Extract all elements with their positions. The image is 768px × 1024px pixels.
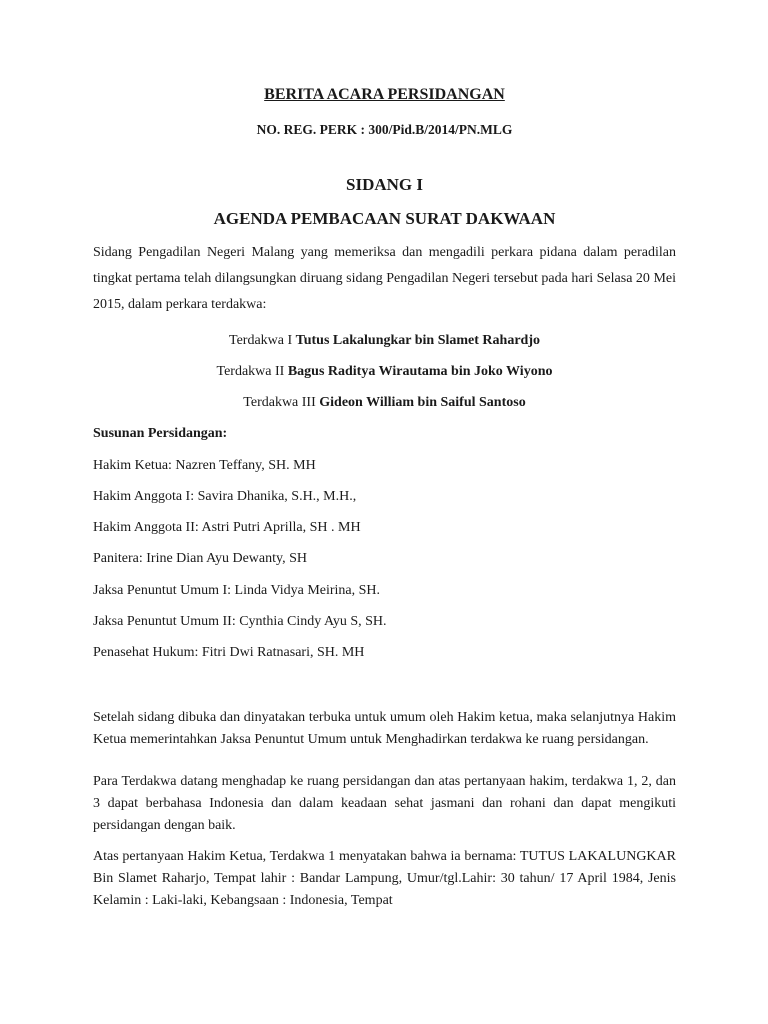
composition-item: Hakim Anggota II: Astri Putri Aprilla, SH . MH xyxy=(93,520,361,535)
opening-paragraph: Setelah sidang dibuka dan dinyatakan terbuka untuk umum oleh Hakim ketua, maka selanjutnya Hakim Ketua memerintahkan Jaksa Penuntut Umum untuk Menghadirkan terdakwa ke ruang persidangan. xyxy=(93,710,676,747)
document-page xyxy=(93,0,676,1024)
composition-item: Jaksa Penuntut Umum I: Linda Vidya Meirina, SH. xyxy=(93,583,381,598)
defendants-paragraph: Para Terdakwa datang menghadap ke ruang persidangan dan atas pertanyaan hakim, terdakwa 1, 2, dan 3 dapat berbahasa Indonesia dan dalam keadaan sehat jasmani dan rohani dan dapat mengikuti persidangan dengan baik. xyxy=(93,774,676,833)
intro-paragraph: Sidang Pengadilan Negeri Malang yang memeriksa dan mengadili perkara pidana dalam peradilan tingkat pertama telah dilangsungkan diruang sidang Pengadilan Negeri tersebut pada hari Selasa 20 Mei 2015, dalam perkara terdakwa: xyxy=(93,245,676,312)
defendant-1-name: Tutus Lakalungkar bin Slamet Rahardjo xyxy=(295,333,540,348)
defendant-1-prefix: Terdakwa I xyxy=(229,333,296,348)
defendant-3-prefix: Terdakwa III xyxy=(243,395,320,410)
defendant-2-name: Bagus Raditya Wirautama bin Joko Wiyono xyxy=(287,364,553,379)
composition-item: Jaksa Penuntut Umum II: Cynthia Cindy Ayu S, SH. xyxy=(93,614,387,629)
defendant-1 xyxy=(93,333,676,349)
composition-item: Penasehat Hukum: Fitri Dwi Ratnasari, SH. MH xyxy=(93,645,365,660)
session-heading: SIDANG I xyxy=(346,175,423,194)
defendant-2 xyxy=(93,364,676,380)
composition-item: Hakim Ketua: Nazren Teffany, SH. MH xyxy=(93,458,316,473)
defendant-3 xyxy=(93,395,676,411)
defendant-2-prefix: Terdakwa II xyxy=(216,364,288,379)
defendant-3-name: Gideon William bin Saiful Santoso xyxy=(319,395,526,410)
agenda-heading: AGENDA PEMBACAAN SURAT DAKWAAN xyxy=(213,209,556,228)
identity-paragraph: Atas pertanyaan Hakim Ketua, Terdakwa 1 menyatakan bahwa ia bernama: TUTUS LAKALUNGKAR Bin Slamet Raharjo, Tempat lahir : Bandar Lampung, Umur/tgl.Lahir: 30 tahun/ 17 April 1984, Jenis Kelamin : Laki-laki, Kebangsaan : Indonesia, Tempat xyxy=(93,849,676,908)
document-title: BERITA ACARA PERSIDANGAN xyxy=(264,86,505,103)
registration-number: NO. REG. PERK : 300/Pid.B/2014/PN.MLG xyxy=(256,122,513,137)
composition-heading: Susunan Persidangan: xyxy=(93,426,228,441)
composition-item: Panitera: Irine Dian Ayu Dewanty, SH xyxy=(93,551,307,566)
composition-item: Hakim Anggota I: Savira Dhanika, S.H., M.H., xyxy=(93,489,357,504)
